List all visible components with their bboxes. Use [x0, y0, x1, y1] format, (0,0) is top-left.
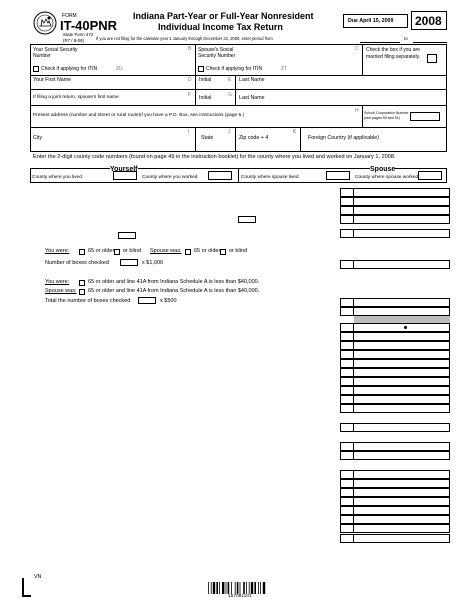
spouse-65-checkbox[interactable] [185, 249, 191, 255]
your-ssn-field[interactable] [85, 47, 185, 61]
form-label: FORM [62, 13, 77, 19]
spouse-heading: Spouse [370, 166, 396, 173]
city-label: City [33, 135, 43, 141]
multiplier: x $500 [160, 298, 177, 304]
opt-65-label: 65 or older [194, 248, 221, 254]
line-amount-field[interactable] [354, 260, 450, 269]
line-amount-field[interactable] [354, 368, 450, 377]
barcode-bar [219, 582, 220, 594]
barcode-bar [246, 582, 247, 594]
barcode-bar [211, 582, 212, 594]
line-amount-field[interactable] [354, 497, 450, 506]
line-box [340, 206, 354, 215]
barcode-bar [222, 582, 224, 594]
line-amount-field[interactable] [354, 377, 450, 386]
barcode-bar [228, 582, 230, 594]
line-box [340, 404, 354, 413]
line-amount-field[interactable] [354, 506, 450, 515]
line-box [340, 386, 354, 395]
form-title-line2: Individual Income Tax Return [158, 22, 283, 32]
period-note: If you are not filing for the calendar year 1 January through December 31, 2008, enter period from [96, 36, 273, 41]
multiplier: x $1,000 [142, 260, 164, 266]
itin-you-label: Check if applying for ITIN [41, 66, 98, 72]
form-title-line1: Indiana Part-Year or Full-Year Nonresident [133, 11, 314, 21]
line-box [340, 497, 354, 506]
married-filing-separately-checkbox[interactable] [427, 54, 437, 63]
line-amount-field[interactable] [354, 515, 450, 524]
line-box [340, 332, 354, 341]
itin-spouse-checkbox[interactable] [198, 66, 204, 72]
line-amount-field[interactable] [354, 350, 450, 359]
line-box [340, 479, 354, 488]
barcode-bar [263, 582, 265, 594]
total-boxes-field[interactable] [138, 297, 156, 304]
married-filing-separately-label: Check the box if you are married filing separately. [366, 47, 421, 60]
line-box [340, 341, 354, 350]
itin-you-checkbox[interactable] [33, 66, 39, 72]
initial-label: Initial [199, 77, 212, 83]
line-amount-field[interactable] [354, 188, 450, 197]
line-amount-field[interactable] [354, 470, 450, 479]
due-date-box: Due April 15, 2009 [343, 14, 408, 28]
form-id: IT-40PNR [60, 18, 118, 33]
line-amount-field[interactable] [354, 404, 450, 413]
barcode-bar [235, 582, 236, 594]
barcode-bar [251, 582, 253, 594]
line-amount-field[interactable] [354, 332, 450, 341]
line-amount-field[interactable] [354, 488, 450, 497]
vn-label: VN [34, 574, 42, 580]
spouse-65-income-checkbox[interactable] [79, 289, 85, 295]
line-box [340, 395, 354, 404]
line-box [340, 368, 354, 377]
spouse-first-name-label: If filing a joint return, spouse's first name [33, 95, 119, 100]
line-amount-field[interactable] [354, 524, 450, 533]
barcode-bar [249, 582, 250, 594]
your-first-name-label: Your First Name [33, 77, 72, 83]
you-were-label: You were: [45, 279, 70, 285]
line-amount-field[interactable] [354, 229, 450, 238]
line-amount-field[interactable] [354, 479, 450, 488]
state-seal [33, 11, 57, 35]
spouse-was-label: Spouse was: [150, 248, 182, 254]
line-box [340, 451, 354, 460]
dependents-count-field[interactable] [118, 232, 136, 239]
line-amount-field[interactable] [354, 307, 450, 316]
barcode-number: 157081101 [228, 594, 252, 599]
line-amount-field[interactable] [354, 323, 450, 332]
line-amount-field[interactable] [354, 386, 450, 395]
line-box [340, 442, 354, 451]
line-box [340, 470, 354, 479]
line-box [340, 524, 354, 533]
address-label: Present address (number and street or rural route)If you have a P.O. Box, see instructions (page 5.) [33, 113, 245, 118]
spouse-blind-checkbox[interactable] [220, 249, 226, 255]
line-amount-field[interactable] [354, 395, 450, 404]
line-box [340, 229, 354, 238]
barcode-bar [216, 582, 218, 594]
barcode-bar [260, 582, 261, 594]
barcode [208, 582, 278, 594]
line9-shaded [354, 316, 450, 323]
spouse-65-income-label: 65 or older and line 41A from Indiana Schedule A is less than $40,000. [88, 288, 260, 294]
line-box [340, 506, 354, 515]
barcode-bar [213, 582, 215, 594]
you-65-checkbox[interactable] [79, 249, 85, 255]
spouse-ssn-field[interactable] [250, 47, 350, 61]
line-box [340, 359, 354, 368]
spouse-lived-field[interactable] [326, 171, 350, 180]
exemptions-count-field[interactable] [238, 216, 256, 223]
state-form-number: State Form 472 [63, 32, 94, 37]
barcode-bar [208, 582, 209, 594]
itin-spouse-label: Check if applying for ITIN [206, 66, 263, 72]
barcode-bar [240, 582, 241, 594]
line-amount-field[interactable] [354, 442, 450, 451]
line-box [340, 515, 354, 524]
line-box [340, 323, 354, 332]
line-box [340, 188, 354, 197]
barcode-bar [237, 582, 239, 594]
line-box [340, 534, 354, 543]
your-ssn-label: Your Social Security Number [33, 47, 78, 59]
line-amount-field[interactable] [354, 451, 450, 460]
zip-label: Zip code + 4 [239, 135, 269, 141]
school-corp-label: School Corporation Number (see pages 50 and 51) [364, 111, 409, 120]
line-box [340, 215, 354, 224]
spouse-worked-field[interactable] [418, 171, 442, 180]
line-amount-field[interactable] [354, 534, 450, 543]
decimal-point [404, 326, 407, 329]
tax-year-box [411, 11, 447, 30]
line-box [340, 197, 354, 206]
line-amount-field[interactable] [354, 206, 450, 215]
line-box [340, 350, 354, 359]
foreign-country-label: Foreign Country (if applicable) [308, 135, 379, 141]
line-amount-field[interactable] [354, 197, 450, 206]
school-corp-field[interactable] [410, 112, 440, 121]
you-65-income-label: 65 or older and line 41A from Indiana Schedule A is less than $40,000. [88, 279, 260, 285]
line-box [340, 377, 354, 386]
opt-blind-label: or blind [229, 248, 248, 254]
line-box [340, 488, 354, 497]
spouse-was-label: Spouse was: [45, 288, 77, 294]
line-amount-field[interactable] [354, 215, 450, 224]
boxes-checked-label: Number of boxes checked [45, 260, 109, 266]
barcode-bar [258, 582, 259, 594]
you-worked-field[interactable] [208, 171, 232, 180]
you-were-label: You were: [45, 248, 70, 254]
state-label: State [201, 135, 214, 141]
last-name-label: Last Name [239, 77, 265, 83]
you-lived-field[interactable] [113, 171, 137, 180]
boxes-checked-field[interactable] [120, 259, 138, 266]
barcode-bar [243, 582, 245, 594]
line-amount-field[interactable] [354, 341, 450, 350]
opt-blind-label: or blind [123, 248, 142, 254]
barcode-bar [226, 582, 227, 594]
spouse-ssn-label: Spouse's Social Security Number [198, 47, 236, 59]
you-blind-checkbox[interactable] [114, 249, 120, 255]
line-box [340, 260, 354, 269]
opt-65-label: 65 or older [88, 248, 115, 254]
line-amount-field[interactable] [354, 423, 450, 432]
tax-year: 2008 [415, 14, 442, 28]
revision-date: (R7 / 8-08) [63, 38, 84, 43]
line-box [340, 298, 354, 307]
total-boxes-label: Total the number of boxes checked [45, 298, 131, 304]
line-amount-field[interactable] [354, 298, 450, 307]
you-65-income-checkbox[interactable] [79, 280, 85, 286]
county-instruction: Enter the 2-digit county code numbers (found on page 49 in the instruction booklet) for the county where you lived and worked on January 1, 2008. [33, 154, 396, 160]
line-box [340, 307, 354, 316]
barcode-bar [231, 582, 232, 594]
line-box [340, 423, 354, 432]
line-amount-field[interactable] [354, 359, 450, 368]
barcode-bar [254, 582, 256, 594]
yourself-heading: Yourself [110, 166, 138, 173]
